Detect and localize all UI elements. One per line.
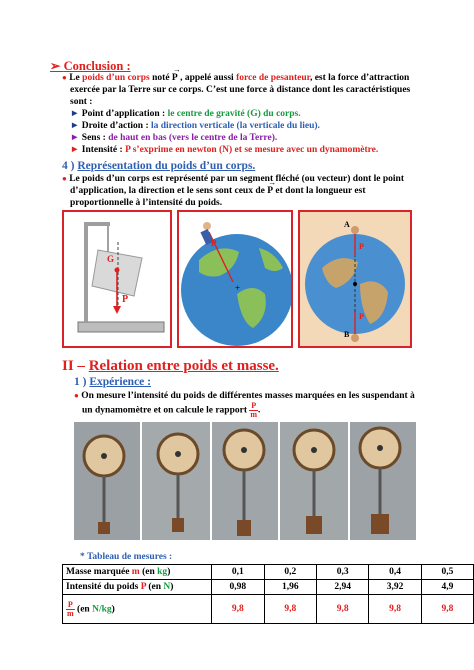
triangle-bullet-icon: ►	[70, 109, 80, 119]
triangle-bullet-icon: ►	[70, 121, 80, 131]
conclusion-title: Conclusion :	[63, 59, 131, 73]
weight-cell: 0,98	[212, 580, 264, 595]
mass-cell: 0,5	[421, 565, 473, 580]
characteristic-point: ► Point d’application : le centre de gravité (G) du corps.	[70, 109, 301, 119]
dynamometer-photo-2	[142, 422, 210, 540]
svg-text:+: +	[235, 283, 241, 293]
experience-heading: 1 ) Expérience :	[74, 376, 151, 388]
table-row-mass	[63, 565, 474, 580]
weight-cell: 1,96	[264, 580, 316, 595]
section-4-heading: 4 ) Représentation du poids d’un corps.	[62, 160, 256, 172]
row-label-ratio: $\frac{P}{m}$ (en N/kg)	[63, 595, 212, 624]
table-row-ratio	[63, 595, 474, 624]
ratio-cell: 9,8	[369, 595, 421, 624]
figure-dynamometer-stand: G P	[62, 210, 172, 348]
characteristic-direction: ► Droite d’action : la direction verticale (la verticale du lieu).	[70, 121, 320, 131]
experience-paragraph: ● On mesure l’intensité du poids de différentes masses marquées en les suspendant à un dynamomètre et on calcule le rapport $\frac{P}{m}$ .	[74, 391, 415, 419]
bullet-dot-icon: ●	[62, 73, 67, 82]
measurements-table	[62, 564, 474, 624]
table-caption: * Tableau de mesures :	[80, 552, 173, 562]
ratio-cell: 9,8	[421, 595, 473, 624]
table-row-weight	[63, 580, 474, 595]
dynamometer-photos	[74, 422, 416, 540]
dynamometer-photo-1	[74, 422, 140, 540]
arrow-bullet-icon: ➢	[50, 59, 61, 73]
characteristic-sense: ► Sens : de haut en bas (vers le centre de la Terre).	[70, 133, 278, 143]
mass-cell: 0,3	[316, 565, 368, 580]
weight-cell: 4,9	[421, 580, 473, 595]
section-2-heading: II – Relation entre poids et masse.	[62, 358, 279, 374]
bullet-dot-icon: ●	[62, 174, 67, 183]
section-4-paragraph: ● Le poids d’un corps est représenté par un segment fléché (ou vecteur) dont le point d’application, la direction et le sens sont ceux de P → et dont la longueur est proportionnelle à l’intensité du poids.	[62, 173, 462, 209]
mass-cell: 0,4	[369, 565, 421, 580]
weight-cell: 3,92	[369, 580, 421, 595]
row-label-weight: Intensité du poids P (en N)	[63, 580, 212, 595]
bullet-dot-icon: ●	[74, 391, 79, 400]
row-label-mass: Masse marquée m (en kg)	[63, 565, 212, 580]
ratio-cell: 9,8	[212, 595, 264, 624]
weight-cell: 2,94	[316, 580, 368, 595]
globe-poles-illustration	[300, 212, 410, 346]
vector-p-symbol: P →	[172, 72, 178, 84]
dynamometer-photo-3	[212, 422, 278, 540]
ratio-cell: 9,8	[316, 595, 368, 624]
triangle-bullet-icon: ►	[70, 133, 80, 143]
figure-globe-poles: A B P P	[298, 210, 412, 348]
mass-cell: 0,2	[264, 565, 316, 580]
dynamometer-photo-strip	[74, 422, 416, 540]
globe-illustration	[179, 212, 291, 346]
ratio-p-over-m: $\frac{P}{m}$	[250, 401, 258, 419]
figure-globe-person: + P	[177, 210, 293, 348]
dynamometer-photo-4	[280, 422, 348, 540]
ratio-cell: 9,8	[264, 595, 316, 624]
conclusion-paragraph: ● Le poids d’un corps noté P → , appelé aussi force de pesanteur, est la force d’attraction exercée par la Terre sur ce corps. C’est une force à distance dont les caractéristiques sont : ► Point d’application : le centre de gravité (G) du corps. ► Droite d’action : la direction verticale (la verticale du lieu). ► Sens : de haut en bas (vers le centre de la Terre). ► Intensité : P s’exprime en newton (N) et se mesure avec un dynamomètre.	[62, 72, 462, 156]
dynamometer-photo-5	[350, 422, 416, 540]
stand-illustration	[64, 212, 170, 346]
characteristic-intensity: ► Intensité : P s’exprime en newton (N) et se mesure avec un dynamomètre.	[70, 145, 379, 155]
triangle-bullet-icon: ►	[70, 145, 80, 155]
mass-cell: 0,1	[212, 565, 264, 580]
